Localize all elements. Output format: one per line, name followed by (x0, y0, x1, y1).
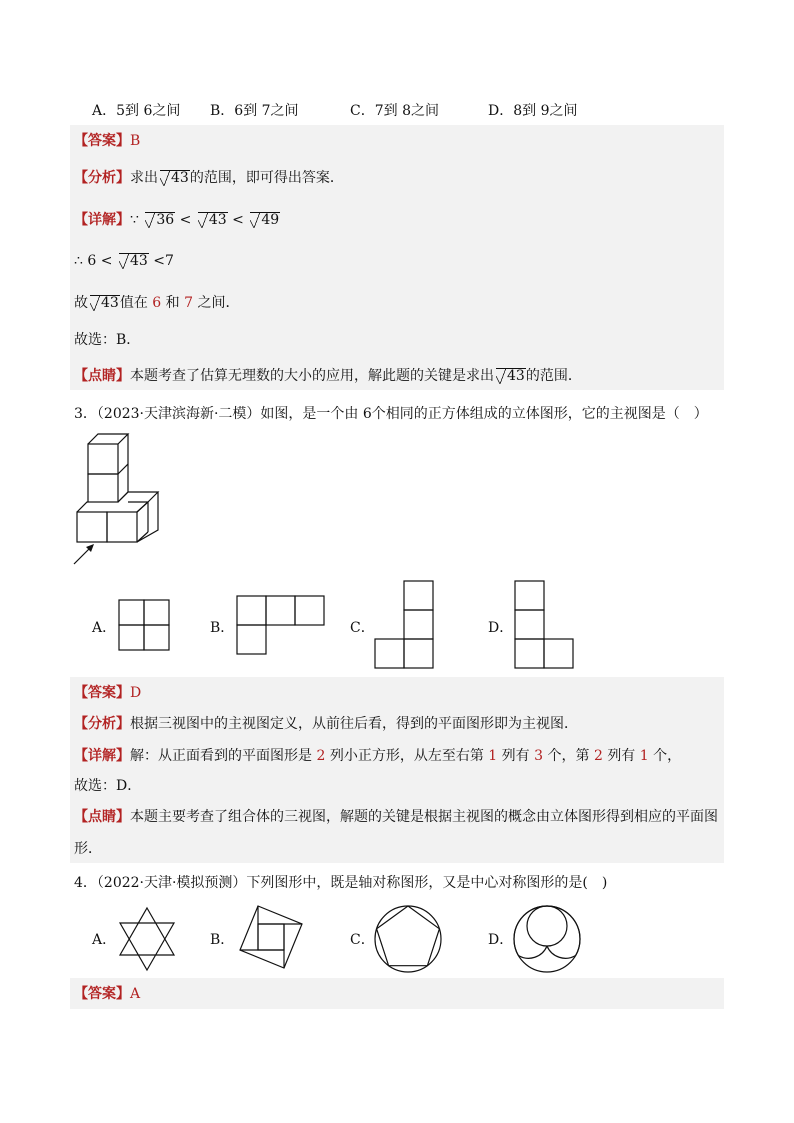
q3-option-a-figure (118, 599, 170, 651)
sqrt-43: 43 (119, 253, 149, 269)
q2-comment-line: 【点睛】本题考查了估算无理数的大小的应用，解此题的关键是求出 43的范围． (74, 368, 582, 384)
option-d: D．8到 9之间 (488, 103, 578, 119)
pythagoras-figure (236, 904, 304, 972)
q4-stem: 4．（2022·天津·模拟预测）下列图形中，既是轴对称图形，又是中心对称图形的是( ) (74, 875, 608, 891)
sqrt-43: 43 (90, 295, 120, 311)
q3-option-c-figure (374, 580, 434, 670)
q3-solution-panel (70, 677, 724, 863)
q2-detail-line: 【详解】∵ 36 < 43 < 49 (74, 212, 280, 228)
q3-option-b-figure (236, 595, 326, 655)
q3-analysis-line: 【分析】根据三视图中的主视图定义，从前往后看，得到的平面图形即为主视图． (74, 716, 578, 732)
q2-choose-line: 故选：B． (74, 332, 141, 348)
option-b: B．6到 7之间 (210, 103, 299, 119)
q2-conclusion-line: 故 43值在 6 和 7 之间． (74, 295, 240, 311)
q3-option-d-figure (514, 580, 574, 670)
q4-solution-panel (70, 978, 724, 1009)
sqrt-49: 49 (250, 212, 280, 228)
option-a: A．5到 6之间 (92, 103, 181, 119)
q4-label-a: A． (92, 932, 117, 948)
sqrt-43: 43 (496, 368, 526, 384)
q4-answer-line: 【答案】A (74, 986, 141, 1002)
q2-therefore-line: ∴ 6 < 43 <7 (74, 253, 174, 269)
q3-answer-value: D (130, 685, 142, 701)
q3-3d-figure (70, 432, 170, 568)
q3-detail-line: 【详解】解：从正面看到的平面图形是 2 列小正方形，从左至右第 1 列有 3 个，第 2 列有 1 个， (74, 748, 682, 764)
q3-label-b: B． (210, 620, 235, 636)
q3-comment-line-2: 形． (74, 841, 102, 857)
q4-label-d: D． (488, 932, 514, 948)
q2-answer-line: 【答案】B (74, 133, 141, 149)
q3-label-a: A． (92, 620, 117, 636)
q4-label-c: C． (350, 932, 375, 948)
pentagon-circle-figure (373, 904, 443, 974)
q3-label-c: C． (350, 620, 375, 636)
sqrt-43: 43 (160, 170, 190, 186)
hexagram-figure (116, 906, 178, 972)
sqrt-43: 43 (198, 212, 228, 228)
q3-choose-line: 故选：D． (74, 778, 142, 794)
q3-answer-line: 【答案】D (74, 685, 142, 701)
sqrt-36: 36 (145, 212, 175, 228)
q3-stem: 3．（2023·天津滨海新·二模）如图，是一个由 6个相同的正方体组成的立体图形，它的主视图是（ ） (74, 406, 708, 422)
q4-label-b: B． (210, 932, 235, 948)
option-c: C．7到 8之间 (350, 103, 439, 119)
q2-answer-value: B (130, 133, 141, 149)
q4-answer-value: A (130, 986, 141, 1002)
q3-label-d: D． (488, 620, 514, 636)
q3-comment-line-1: 【点睛】本题主要考查了组合体的三视图，解题的关键是根据主视图的概念由立体图形得到相应的平面图 (74, 809, 718, 825)
q2-analysis-line: 【分析】求出 43的范围，即可得出答案． (74, 170, 344, 186)
trefoil-circle-figure (512, 904, 582, 974)
